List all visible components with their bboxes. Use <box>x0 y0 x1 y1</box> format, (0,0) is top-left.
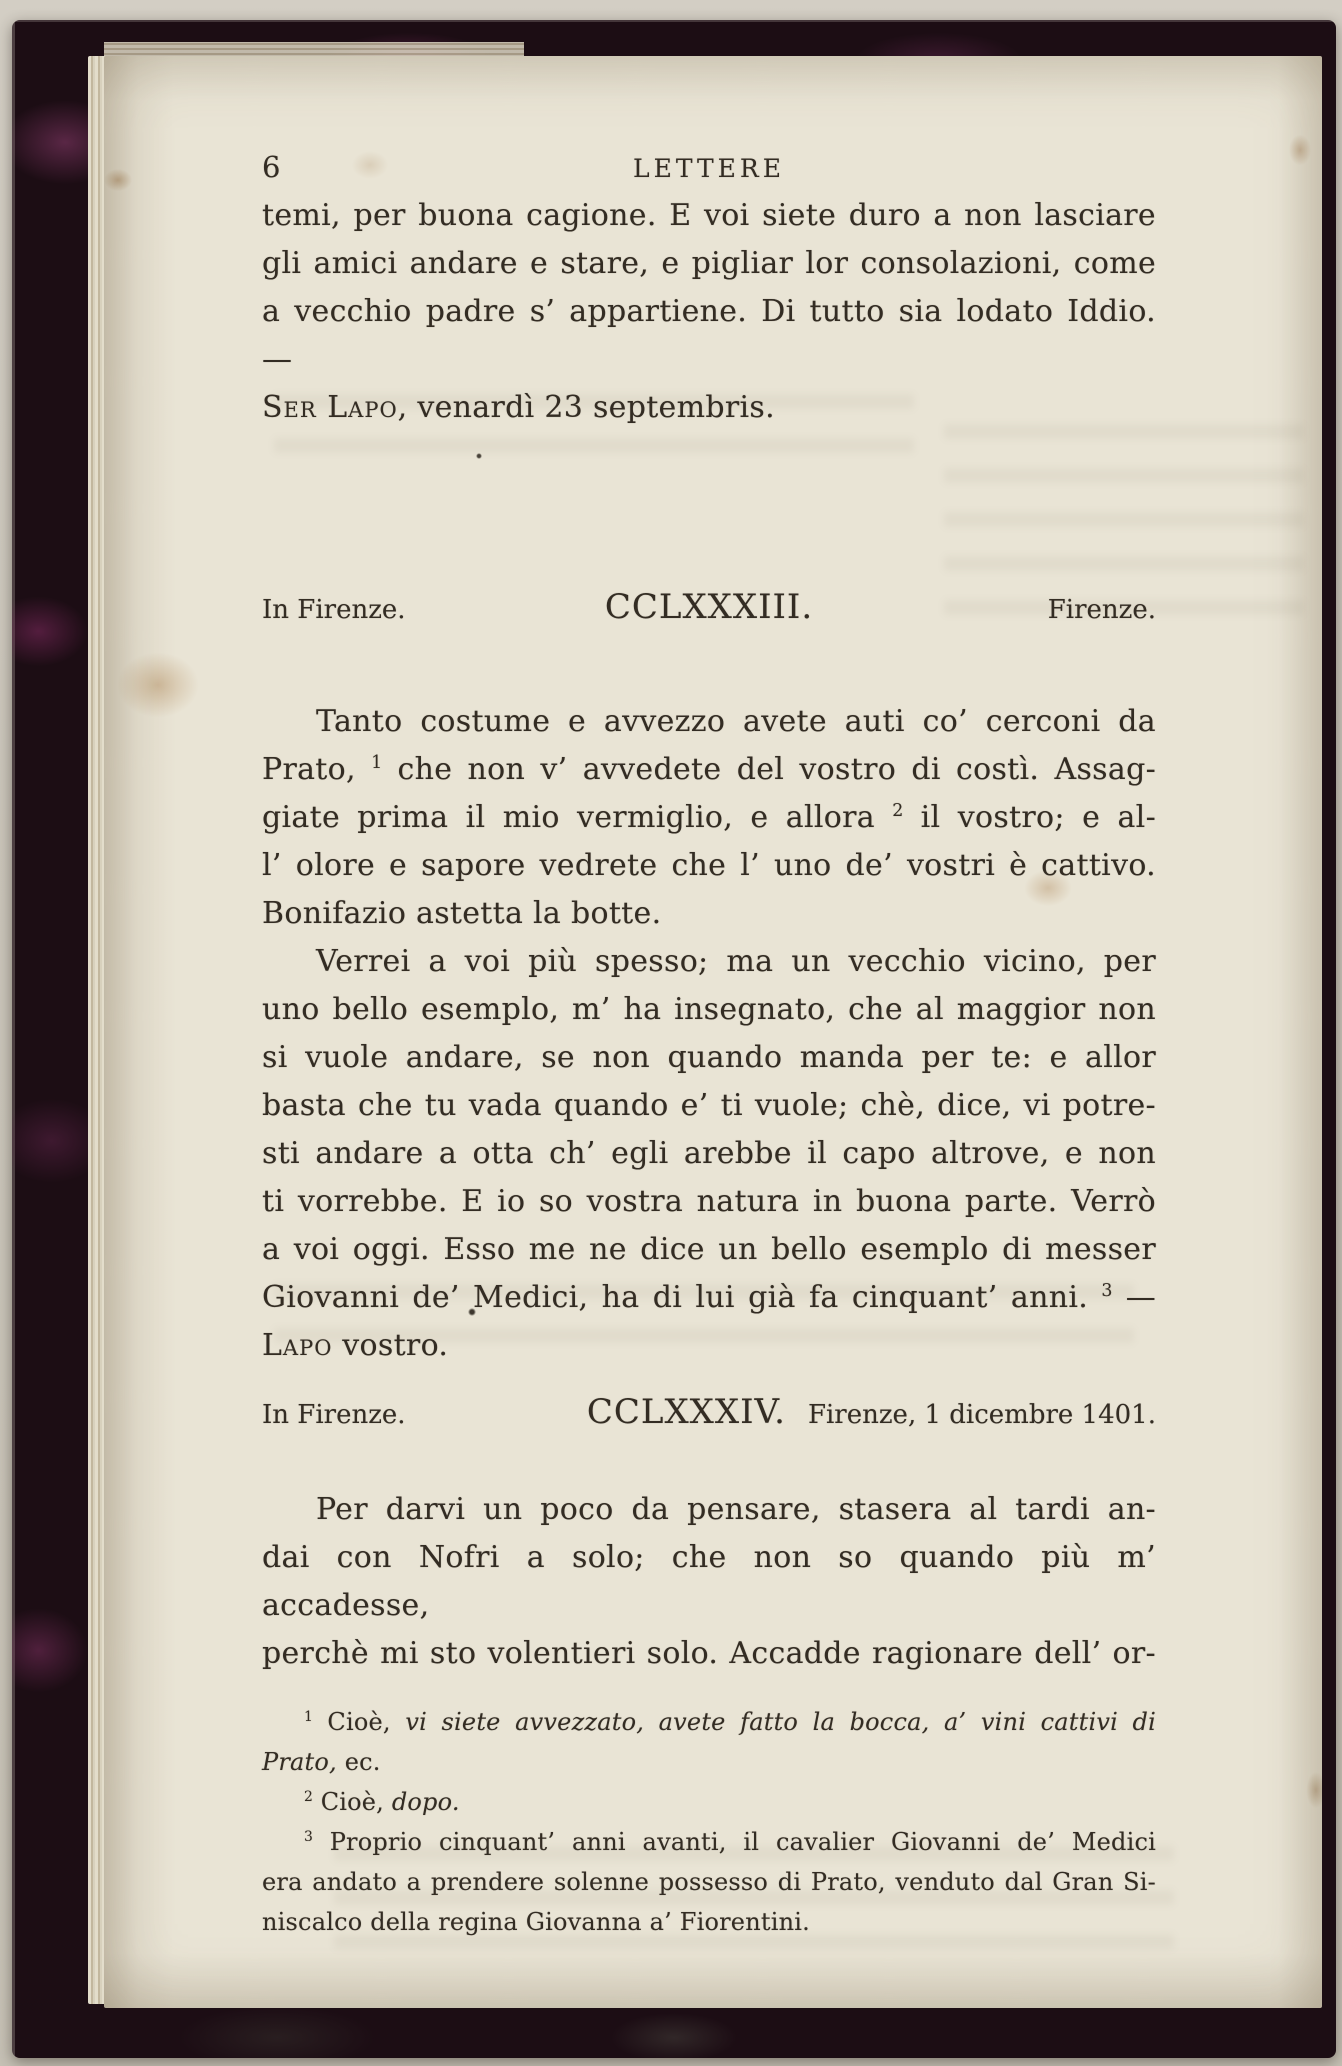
text-line <box>262 1486 1156 1534</box>
letter-283-heading <box>262 583 1156 634</box>
text-line <box>262 1630 1156 1678</box>
text-segment: Tanto costume e avvezzo avete auti co’ cerconi da <box>316 704 1156 739</box>
footnote-marker: 3 <box>1101 1281 1113 1301</box>
text-line <box>262 1226 1156 1274</box>
text-line <box>262 1082 1156 1130</box>
text-segment: Proprio cinquant’ anni avanti, il cavalier Giovanni de’ Medici <box>312 1828 1156 1856</box>
footnote-1 <box>262 1702 1156 1782</box>
text-segment: perchè mi sto volentieri solo. Accadde ragionare dell’ or- <box>262 1636 1156 1671</box>
text-segment: — <box>1112 1280 1157 1315</box>
text-segment: vi siete avvezzato, avete fatto la bocca, a’ vini cattivi di <box>405 1708 1156 1736</box>
text-segment: il vostro; e al- <box>903 800 1157 835</box>
text-line <box>262 1130 1156 1178</box>
text-segment: Verrei a voi più spesso; ma un vecchio vicino, per <box>316 944 1156 979</box>
letter-284-date: Firenze, 1 dicembre 1401. <box>807 1400 1156 1430</box>
text-line <box>262 1702 1156 1742</box>
text-segment: si vuole andare, se non quando manda per te: e allor <box>262 1040 1156 1075</box>
text-segment: Bonifazio astetta la botte. <box>262 896 662 931</box>
text-segment: l’ olore e sapore vedrete che l’ uno de’ vostri è cattivo. <box>262 848 1156 883</box>
text-segment: vostro. <box>332 1328 449 1363</box>
text-segment: dai con Nofri a solo; che non so quando più m’ accadesse, <box>262 1540 1156 1623</box>
letter-284-heading-group <box>587 1388 1156 1439</box>
footnote-marker: 2 <box>304 1789 313 1805</box>
page-header <box>262 150 1156 186</box>
text-segment: Ser Lapo <box>262 390 398 425</box>
text-segment: Cioè, <box>312 1708 406 1736</box>
text-line <box>262 890 1156 938</box>
text-segment: Lapo <box>262 1328 333 1363</box>
footnote-marker: 1 <box>371 753 383 773</box>
text-line <box>262 1274 1156 1322</box>
text-line <box>262 1178 1156 1226</box>
text-line <box>262 986 1156 1034</box>
running-title: LETTERE <box>633 154 785 183</box>
letter-283-paragraph-2 <box>262 938 1156 1370</box>
text-segment: ti vorrebbe. E io so vostra natura in buona parte. Verrò <box>262 1184 1156 1219</box>
text-segment: Cioè, <box>312 1788 392 1816</box>
text-line <box>262 1034 1156 1082</box>
text-line <box>262 1322 1156 1370</box>
text-line <box>262 746 1156 794</box>
text-segment: basta che tu vada quando e’ ti vuole; chè, dice, vi potre- <box>262 1088 1156 1123</box>
text-segment: a vecchio padre s’ appartiene. Di tutto sia lodato Iddio. — <box>262 294 1156 377</box>
text-line <box>262 1782 1156 1822</box>
text-line <box>262 1862 1156 1902</box>
text-line <box>262 794 1156 842</box>
letter-284-number: CCLXXXIV. <box>586 1392 786 1432</box>
paragraph-continuation <box>262 192 1156 432</box>
footnote-marker: 2 <box>892 801 904 821</box>
text-segment: che non v’ avvedete del vostro di costì. Assag- <box>382 752 1157 787</box>
page-text-block <box>262 150 1156 1942</box>
text-line <box>262 1902 1156 1942</box>
letter-283-number: CCLXXXIII. <box>604 587 814 627</box>
text-line <box>262 1822 1156 1862</box>
text-line <box>262 938 1156 986</box>
book-page <box>104 56 1322 2008</box>
text-line <box>262 1742 1156 1782</box>
text-line <box>262 842 1156 890</box>
footnotes <box>262 1702 1156 1942</box>
text-segment: Giovanni de’ Medici, ha di lui già fa cinquant’ anni. <box>262 1280 1102 1315</box>
footnote-marker: 3 <box>304 1829 313 1845</box>
text-segment: era andato a prendere solenne possesso di Prato, venduto dal Gran Si- <box>262 1868 1156 1896</box>
letter-284-heading <box>262 1388 1156 1439</box>
text-segment: dopo. <box>391 1788 460 1816</box>
text-segment: Per darvi un poco da pensare, stasera al tardi an- <box>316 1492 1156 1527</box>
letter-283-place-right: Firenze. <box>1047 595 1157 625</box>
text-segment: sti andare a otta ch’ egli arebbe il capo altrove, e non <box>262 1136 1156 1171</box>
text-segment: ec. <box>336 1748 381 1776</box>
text-segment: uno bello esemplo, m’ ha insegnato, che al maggior non <box>262 992 1156 1027</box>
text-line <box>262 698 1156 746</box>
text-line <box>262 240 1156 288</box>
text-segment: temi, per buona cagione. E voi siete duro a non lasciare <box>262 198 1156 233</box>
text-segment: a voi oggi. Esso me ne dice un bello esemplo di messer <box>262 1232 1156 1267</box>
text-segment: Prato, <box>262 752 372 787</box>
text-segment: Prato, <box>262 1748 337 1776</box>
letter-283-place-left: In Firenze. <box>262 595 406 625</box>
text-segment: , venardì 23 septembris. <box>397 390 775 425</box>
page-number: 6 <box>262 150 281 184</box>
footnote-2 <box>262 1782 1156 1822</box>
letter-284-place-left: In Firenze. <box>262 1400 406 1430</box>
footnote-marker: 1 <box>304 1709 313 1725</box>
text-line <box>262 384 1156 432</box>
letter-284-paragraph-1 <box>262 1486 1156 1678</box>
footnote-3 <box>262 1822 1156 1942</box>
text-line <box>262 1534 1156 1630</box>
text-line <box>262 288 1156 384</box>
text-segment: gli amici andare e stare, e pigliar lor consolazioni, come <box>262 246 1156 281</box>
text-segment: niscalco della regina Giovanna a’ Fiorentini. <box>262 1908 810 1936</box>
text-segment: giate prima il mio vermiglio, e allora <box>262 800 893 835</box>
letter-283-paragraph-1 <box>262 698 1156 938</box>
text-line <box>262 192 1156 240</box>
